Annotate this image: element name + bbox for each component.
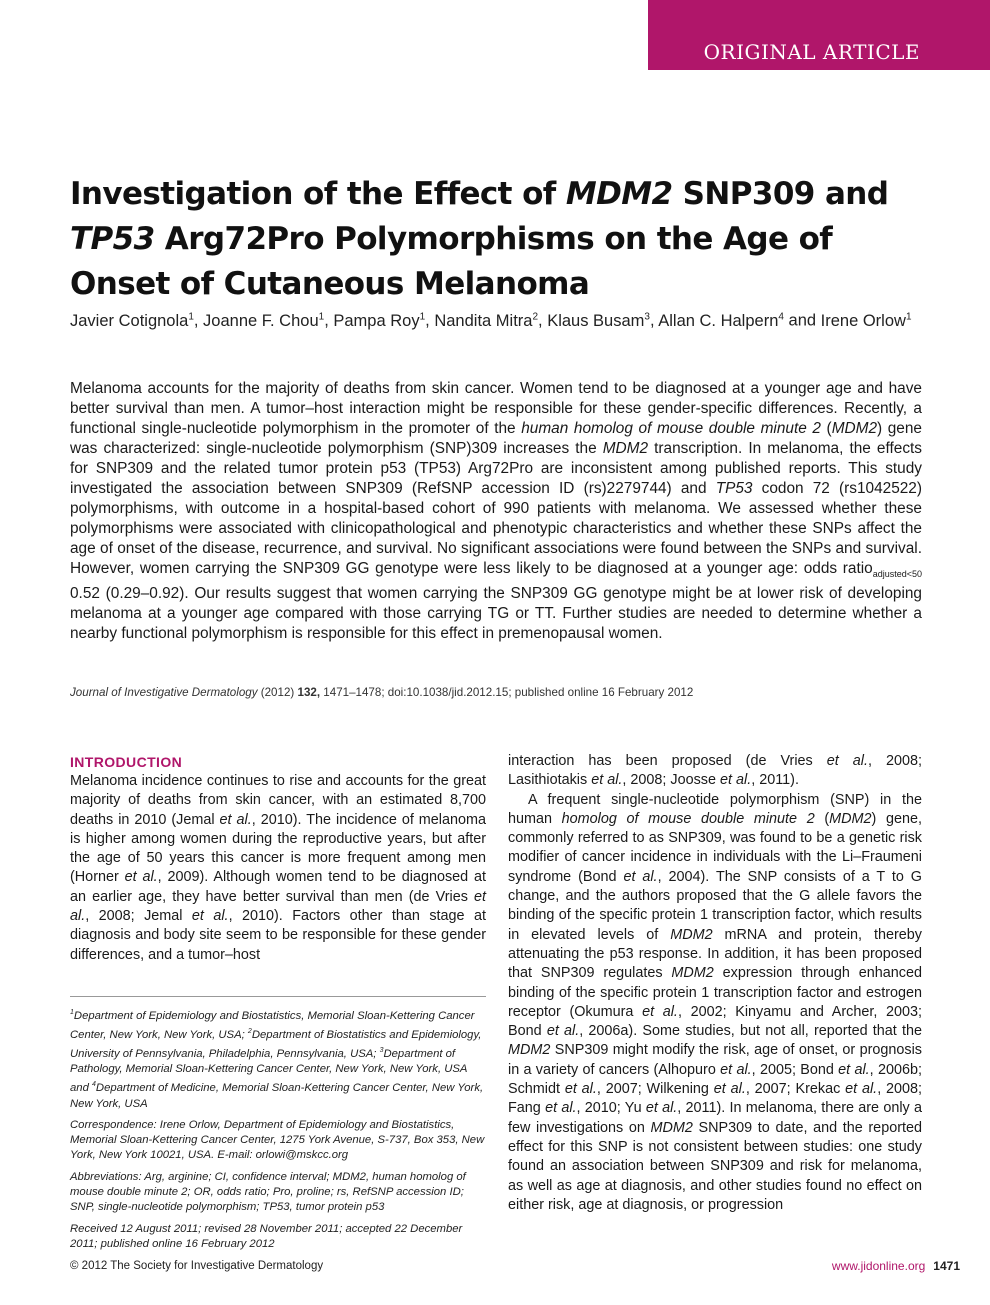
author-list: Javier Cotignola$^1$, Joanne F. Chou$^1$, Pampa Roy$^1$, Nandita Mitra$^2$, Klaus Busam$^3$, Allan C. Halpern$^4$ and Irene Orlow$^1$ [70, 311, 912, 330]
title-part: SNP309 and [672, 176, 889, 212]
footnote-divider [70, 996, 486, 997]
title-gene: TP53 [70, 221, 155, 257]
author: Nandita Mitra$^2$ [434, 311, 539, 330]
article-type-banner [648, 0, 990, 70]
copyright-notice: © 2012 The Society for Investigative Dermatology [70, 1260, 324, 1272]
paragraph-continued: interaction has been proposed (de Vries et al., 2008; Lasithiotakis et al., 2008; Joosse et al., 2011). [508, 753, 922, 789]
left-column [70, 752, 486, 965]
author: Pampa Roy$^1$ [333, 311, 426, 330]
abbreviations: Abbreviations: Arg, arginine; CI, confidence interval; MDM2, human homolog of mouse double minute 2; OR, odds ratio; Pro, proline; rs, RefSNP accession ID; SNP, single-nucleotide polymorphism; TP53, tumor protein p53 [70, 1170, 466, 1214]
citation-line: Journal of Investigative Dermatology (2012) 132, 1471–1478; doi:10.1038/jid.2012.15; published online 16 February 2012 [70, 686, 694, 699]
page-footer [832, 1259, 960, 1273]
author: Allan C. Halpern$^4$ [658, 311, 784, 330]
received-dates: Received 12 August 2011; revised 28 November 2011; accepted 22 December 2011; published online 16 February 2012 [70, 1222, 463, 1250]
article-type-label: ORIGINAL ARTICLE [703, 40, 920, 64]
author: Javier Cotignola$^1$ [70, 311, 194, 330]
abstract: Melanoma accounts for the majority of deaths from skin cancer. Women tend to be diagnosed at a younger age and have better survival than men. A tumor–host interaction might be responsible for these gender-specific differences. Recently, a functional single-nucleotide polymorphism in the promoter of the human homolog of mouse double minute 2 (MDM2) gene was characterized: single-nucleotide polymorphism (SNP)309 increases the MDM2 transcription. In melanoma, the effects for SNP309 and the related tumor protein p53 (TP53) Arg72Pro are inconsistent among published reports. This study investigated the association between SNP309 (RefSNP accession ID (rs)2279744) and TP53 codon 72 (rs1042522) polymorphisms, with outcome in a hospital-based cohort of 990 patients with melanoma. We assessed whether these polymorphisms were associated with clinicopathological and phenotypic characteristics and whether these SNPs affect the age of onset of the disease, recurrence, and survival. No significant associations were found between the SNPs and survival. However, women carrying the SNP309 GG genotype were less likely to be diagnosed at a younger age: odds ratio$_{adjusted<50}$ 0.52 (0.29–0.92). Our results suggest that women carrying the SNP309 GG genotype might be at lower risk of developing melanoma at a younger age compared with those carrying TG or TT. Further studies are needed to determine whether a nearby functional polymorphism is responsible for this effect in premenopausal women. [70, 380, 922, 643]
footnotes [70, 1005, 486, 1258]
intro-paragraph: Melanoma incidence continues to rise and accounts for the great majority of deaths from skin cancer, with an estimated 8,700 deaths in 2010 (Jemal et al., 2010). The incidence of melanoma is higher among women during the reproductive years, but after the age of 50 years this cancer is more frequent among men (Horner et al., 2009). Although women tend to be diagnosed at an earlier age, they have better survival than men (de Vries et al., 2008; Jemal et al., 2010). Factors other than stage at diagnosis and body site seem to be responsible for these gender differences, and a tumor–host [70, 773, 487, 963]
title-gene: MDM2 [565, 176, 673, 212]
author: Klaus Busam$^3$ [547, 311, 650, 330]
title-part: Investigation of the Effect of [70, 176, 566, 212]
title-part: Arg72Pro Polymorphisms on the Age of Onset of Cutaneous Melanoma [70, 221, 833, 302]
article-title [70, 172, 930, 307]
paragraph-snp309: A frequent single-nucleotide polymorphism (SNP) in the human homolog of mouse double minute 2 (MDM2) gene, commonly referred to as SNP309, was found to be a genetic risk modifier of cancer incidence in individuals with the Li–Fraumeni syndrome (Bond et al., 2004). The SNP consists of a T to G change, and the authors proposed that the G allele favors the binding of the specific protein 1 transcription factor, which results in elevated levels of MDM2 mRNA and protein, thereby attenuating the p53 response. In addition, it has been proposed that SNP309 regulates MDM2 expression through enhanced binding of the specific protein 1 transcription factor and estrogen receptor (Okumura et al., 2002; Kinyamu and Archer, 2003; Bond et al., 2006a). Some studies, but not all, reported that the MDM2 SNP309 might modify the risk, age of onset, or prognosis in a variety of cancers (Alhopuro et al., 2005; Bond et al., 2006b; Schmidt et al., 2007; Wilkening et al., 2007; Krekac et al., 2008; Fang et al., 2010; Yu et al., 2011). In melanoma, there are only a few investigations on MDM2 SNP309 to date, and the reported effect for this SNP is not consistent between studies: one study found an association between SNP309 and risk for melanoma, as well as age at diagnosis, and other studies found no effect on either risk, age at diagnosis, or progression [508, 791, 923, 1213]
author: Irene Orlow$^1$ [820, 311, 912, 330]
journal-url-link[interactable]: www.jidonline.org [831, 1259, 926, 1273]
correspondence: Correspondence: Irene Orlow, Department of Epidemiology and Biostatistics, Memorial Sloan-Kettering Cancer Center, 1275 York Avenue, S-737, Box 353, New York, New York 10021, USA. E-mail: orlowi@mskcc.org [70, 1118, 485, 1162]
page-number: 1471 [933, 1259, 960, 1273]
right-column [508, 752, 922, 1215]
section-heading-introduction: INTRODUCTION [70, 754, 183, 770]
author: Joanne F. Chou$^1$ [203, 311, 325, 330]
author-conjunction: and [788, 311, 817, 330]
affiliations: $^1$Department of Epidemiology and Biostatistics, Memorial Sloan-Kettering Cancer Center, New York, New York, USA; $^2$Department of Biostatistics and Epidemiology, University of Pennsylvania, Philadelphia, Pennsylvania, USA; $^3$Department of Pathology, Memorial Sloan-Kettering Cancer Center, New York, New York, USA and $^4$Department of Medicine, Memorial Sloan-Kettering Cancer Center, New York, New York, USA [70, 1009, 484, 1110]
